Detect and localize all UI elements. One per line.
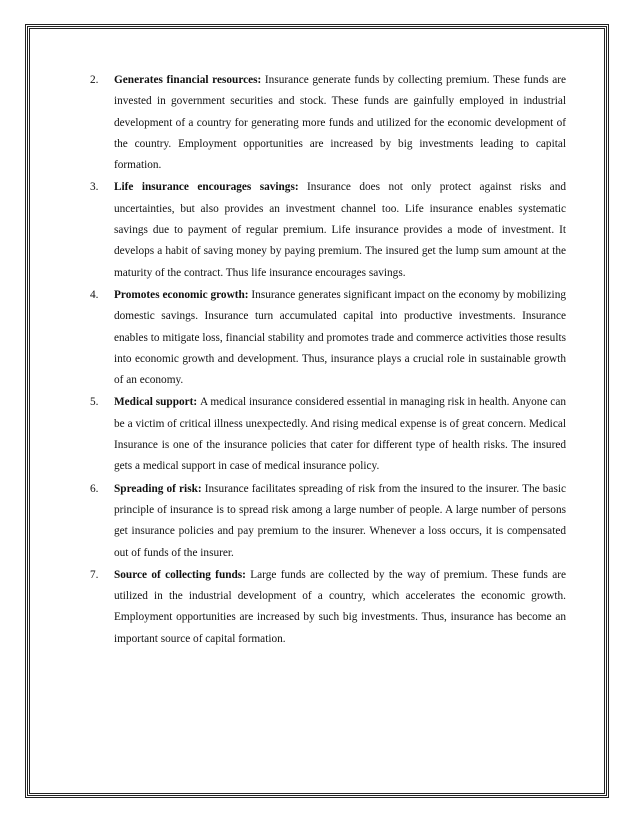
list-item-title: Medical support: xyxy=(114,396,201,409)
document-body xyxy=(90,70,566,651)
list-item xyxy=(90,392,566,477)
list-item xyxy=(90,565,566,650)
list-item xyxy=(90,479,566,564)
list-item-title: Generates financial resources: xyxy=(114,74,265,86)
list-item-number: 3. xyxy=(90,181,99,194)
list-item-text: Large funds are collected by the way of premium. These funds are utilized in the industrial development of a country, which accelerates the economic growth. Employment opportunities are increased by such big investments. Thus, insurance has become an important source of capital formation. xyxy=(114,568,566,645)
list-item-number: 5. xyxy=(90,396,99,409)
list-item-number: 6. xyxy=(90,482,99,495)
list-item-text: Insurance facilitates spreading of risk from the insured to the insurer. The basic principle of insurance is to spread risk among a large number of people. A large number of persons get insurance policies and pay premium to the insurer. Whenever a loss occurs, it is compensated out of funds of the insurer. xyxy=(114,482,566,559)
list-item xyxy=(90,177,566,283)
list-item-title: Spreading of risk: xyxy=(114,482,205,495)
list-item-number: 4. xyxy=(90,288,99,301)
list-item-text: Insurance does not only protect against risks and uncertainties, but also provides an investment channel too. Life insurance enables systematic savings due to payment of regular premium. Life insurance provides a mode of investment. It develops a habit of saving money by paying premium. The insured get the lump sum amount at the maturity of the contract. Thus life insurance encourages savings. xyxy=(114,181,566,279)
list-item-text: A medical insurance considered essential in managing risk in health. Anyone can be a victim of critical illness unexpectedly. And rising medical expense is of great concern. Medical Insurance is one of the insurance policies that cater for different type of health risks. The insured gets a medical support in case of medical insurance policy. xyxy=(114,396,566,473)
list-item xyxy=(90,285,566,391)
list-item-title: Promotes economic growth: xyxy=(114,288,252,301)
list-item-title: Life insurance encourages savings: xyxy=(114,181,308,194)
list-item xyxy=(90,70,566,176)
list-item-number: 2. xyxy=(90,74,99,86)
list-item-number: 7. xyxy=(90,568,99,581)
list-item-text: Insurance generate funds by collecting premium. These funds are invested in government securities and stock. These funds are gainfully employed in industrial development of a country for generating more funds and utilized for the economic development of the country. Employment opportunities are increased by big investments leading to capital formation. xyxy=(114,74,566,172)
list-item-title: Source of collecting funds: xyxy=(114,568,251,581)
list-item-text: Insurance generates significant impact on the economy by mobilizing domestic savings. Insurance turn accumulated capital into productive investments. Insurance enables to mitigate loss, financial stability and promotes trade and commerce activities those results into economic growth and development. Thus, insurance plays a crucial role in sustainable growth of an economy. xyxy=(114,288,566,387)
